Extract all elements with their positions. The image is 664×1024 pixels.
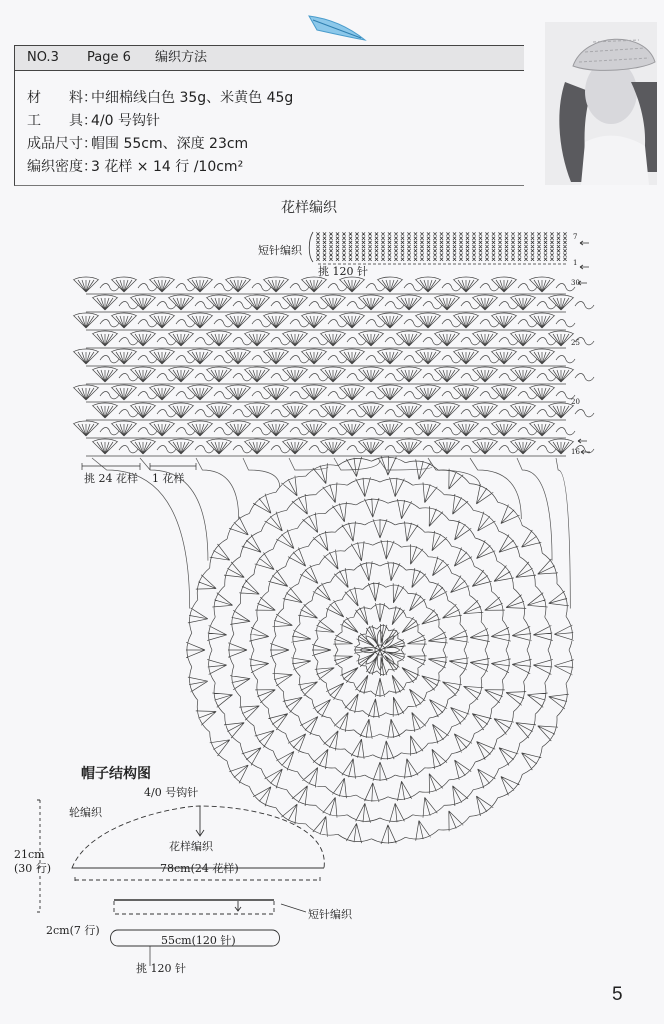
connector-lines xyxy=(92,458,570,609)
band-height-label: 2cm(7 行) xyxy=(46,924,100,937)
row-mark-20: 20 xyxy=(571,398,580,406)
spec-size: 成品尺寸：帽围 55cm、深度 23cm xyxy=(27,136,249,152)
structure-title: 帽子结构图 xyxy=(81,766,151,782)
round-label: 轮编织 xyxy=(69,806,102,819)
row-mark-16: 16 xyxy=(571,448,580,456)
band-height-dimension xyxy=(37,876,43,912)
pattern-number: NO.3 xyxy=(27,50,59,65)
page-reference: Page 6 xyxy=(87,50,131,65)
band-label: 短针编织 xyxy=(258,244,302,257)
row-mark-1: 1 xyxy=(573,259,578,267)
row-mark-30: 30 xyxy=(571,279,580,287)
hat-outline xyxy=(72,806,324,868)
hook-label: 4/0 号钩针 xyxy=(144,786,199,799)
height-rows-label: (30 行) xyxy=(14,862,52,875)
pattern-title: 花样编织 xyxy=(281,200,337,216)
structure-band-label: 短针编织 xyxy=(308,908,352,921)
row-mark-7: 7 xyxy=(573,233,578,241)
width-label: 78cm(24 花样) xyxy=(160,862,239,875)
spec-materials: 材 料：中细棉线白色 35g、米黄色 45g xyxy=(27,90,294,106)
height-label: 21cm xyxy=(14,848,45,861)
spec-tools: 工 具：4/0 号钩针 xyxy=(27,113,160,129)
width-dimension xyxy=(75,877,320,883)
pattern-rows xyxy=(73,277,594,456)
band-outline xyxy=(114,900,274,914)
pickup-label: 挑 120 针 xyxy=(318,265,368,278)
row-arrows xyxy=(578,241,590,454)
section-title: 编织方法 xyxy=(155,50,208,65)
pickup-pattern-label: 挑 24 花样 xyxy=(84,472,138,485)
structure-pickup-label: 挑 120 针 xyxy=(136,962,186,975)
spec-gauge: 编织密度：3 花样 × 14 行 /10cm² xyxy=(27,159,244,175)
row-mark-25: 25 xyxy=(571,339,580,347)
band-width-label: 55cm(120 针) xyxy=(161,934,236,947)
crown-chart xyxy=(186,456,574,844)
one-pattern-label: 1 花样 xyxy=(152,472,185,485)
single-crochet-band xyxy=(316,232,568,264)
structure-pattern-label: 花样编织 xyxy=(169,840,213,853)
page-number: 5 xyxy=(612,984,623,1005)
